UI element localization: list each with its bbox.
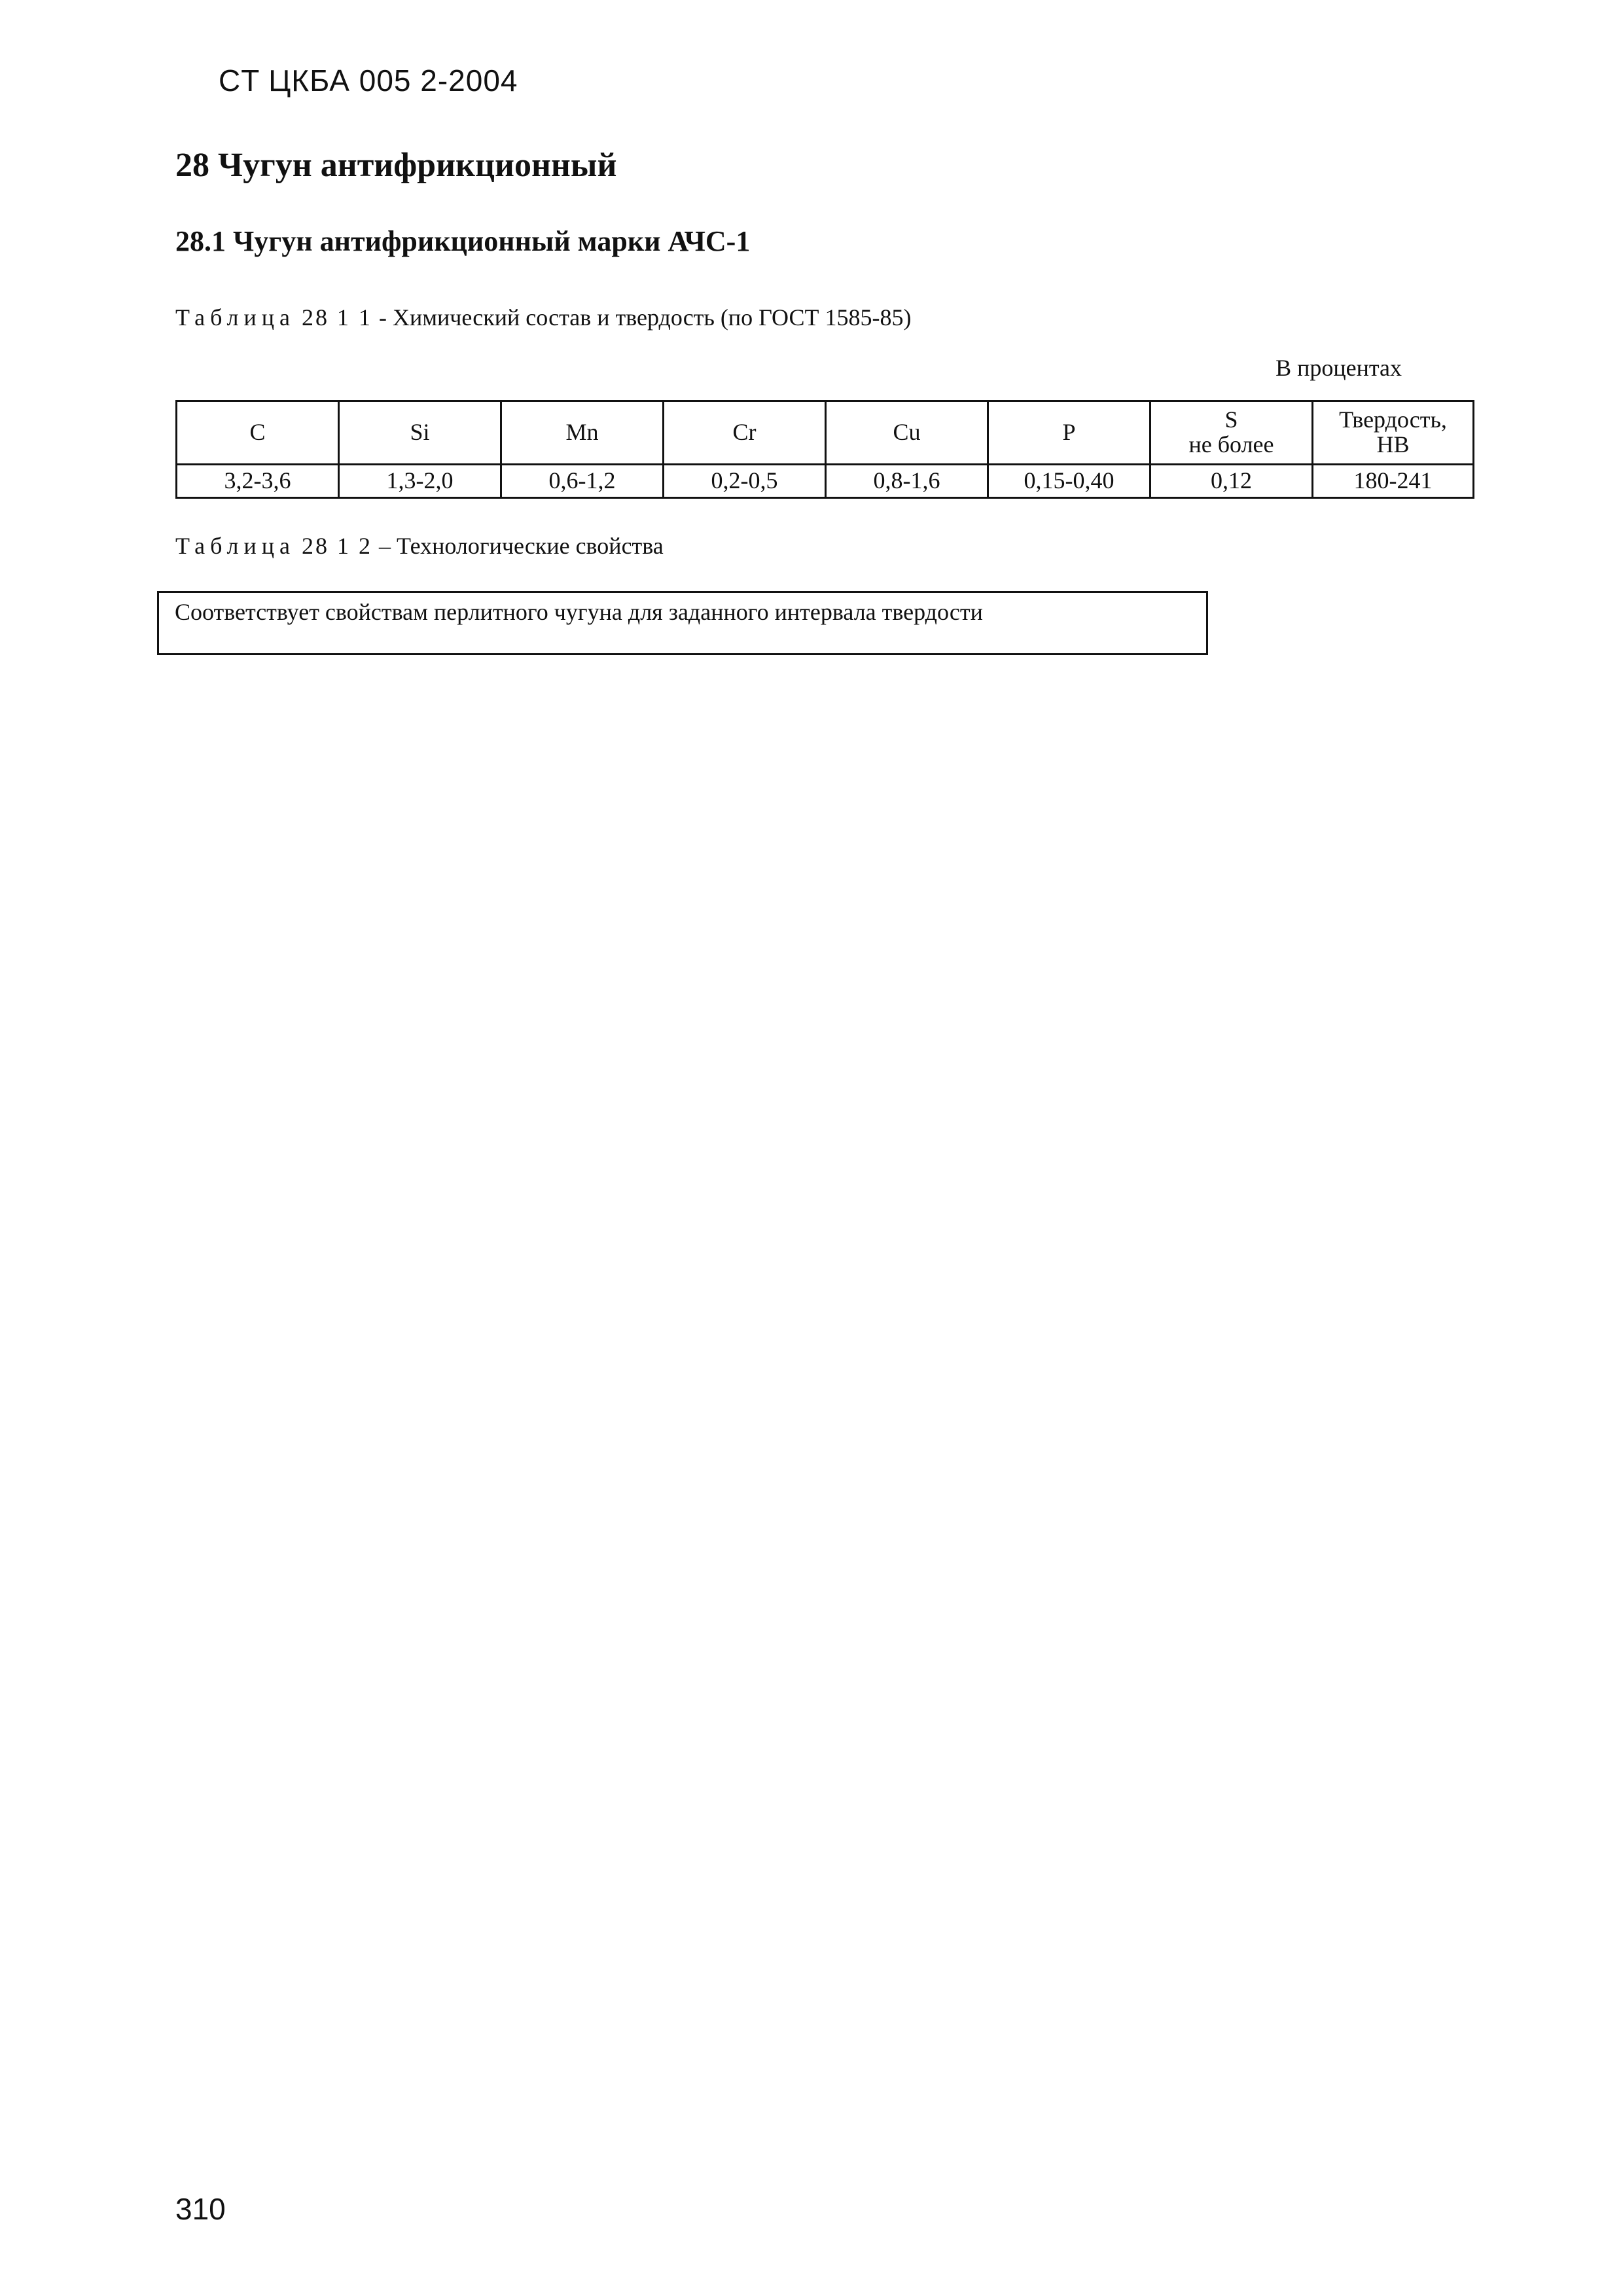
cell-p: 0,15-0,40: [988, 465, 1150, 498]
header-cell-s: S не более: [1150, 401, 1313, 465]
caption-number: 28 1 1: [301, 304, 372, 331]
units-note: В процентах: [1275, 355, 1402, 381]
table-caption-technological: [175, 533, 664, 560]
header-cell-mn: Mn: [501, 401, 664, 465]
table-row: [177, 465, 1474, 498]
cell-cr: 0,2-0,5: [664, 465, 826, 498]
caption-text: - Химический состав и твердость (по ГОСТ 1585-85): [378, 304, 912, 331]
header-cell-p: P: [988, 401, 1150, 465]
table-caption-chemical: [175, 305, 911, 331]
chemical-composition-table: [175, 400, 1474, 499]
caption-label: Таблица: [175, 304, 295, 331]
header-cell-si: Si: [339, 401, 501, 465]
page-number: 310: [175, 2192, 226, 2226]
caption-text: – Технологические свойства: [378, 533, 664, 559]
cell-si: 1,3-2,0: [339, 465, 501, 498]
header-cell-c: C: [177, 401, 339, 465]
caption-number: 28 1 2: [301, 533, 372, 559]
caption-label: Таблица: [175, 533, 295, 559]
subsection-title: 28.1 Чугун антифрикционный марки АЧС-1: [175, 225, 751, 257]
cell-cu: 0,8-1,6: [826, 465, 988, 498]
section-title: 28 Чугун антифрикционный: [175, 147, 617, 184]
technological-properties-box: Соответствует свойствам перлитного чугуна для заданного интервала твердости: [157, 591, 1208, 655]
cell-c: 3,2-3,6: [177, 465, 339, 498]
header-cell-hardness: Твердость, HB: [1313, 401, 1474, 465]
header-cell-cu: Cu: [826, 401, 988, 465]
document-code: CT ЦКБА 005 2-2004: [219, 63, 518, 98]
cell-hardness: 180-241: [1313, 465, 1474, 498]
table-header-row: [177, 401, 1474, 465]
cell-mn: 0,6-1,2: [501, 465, 664, 498]
cell-s: 0,12: [1150, 465, 1313, 498]
header-cell-cr: Cr: [664, 401, 826, 465]
